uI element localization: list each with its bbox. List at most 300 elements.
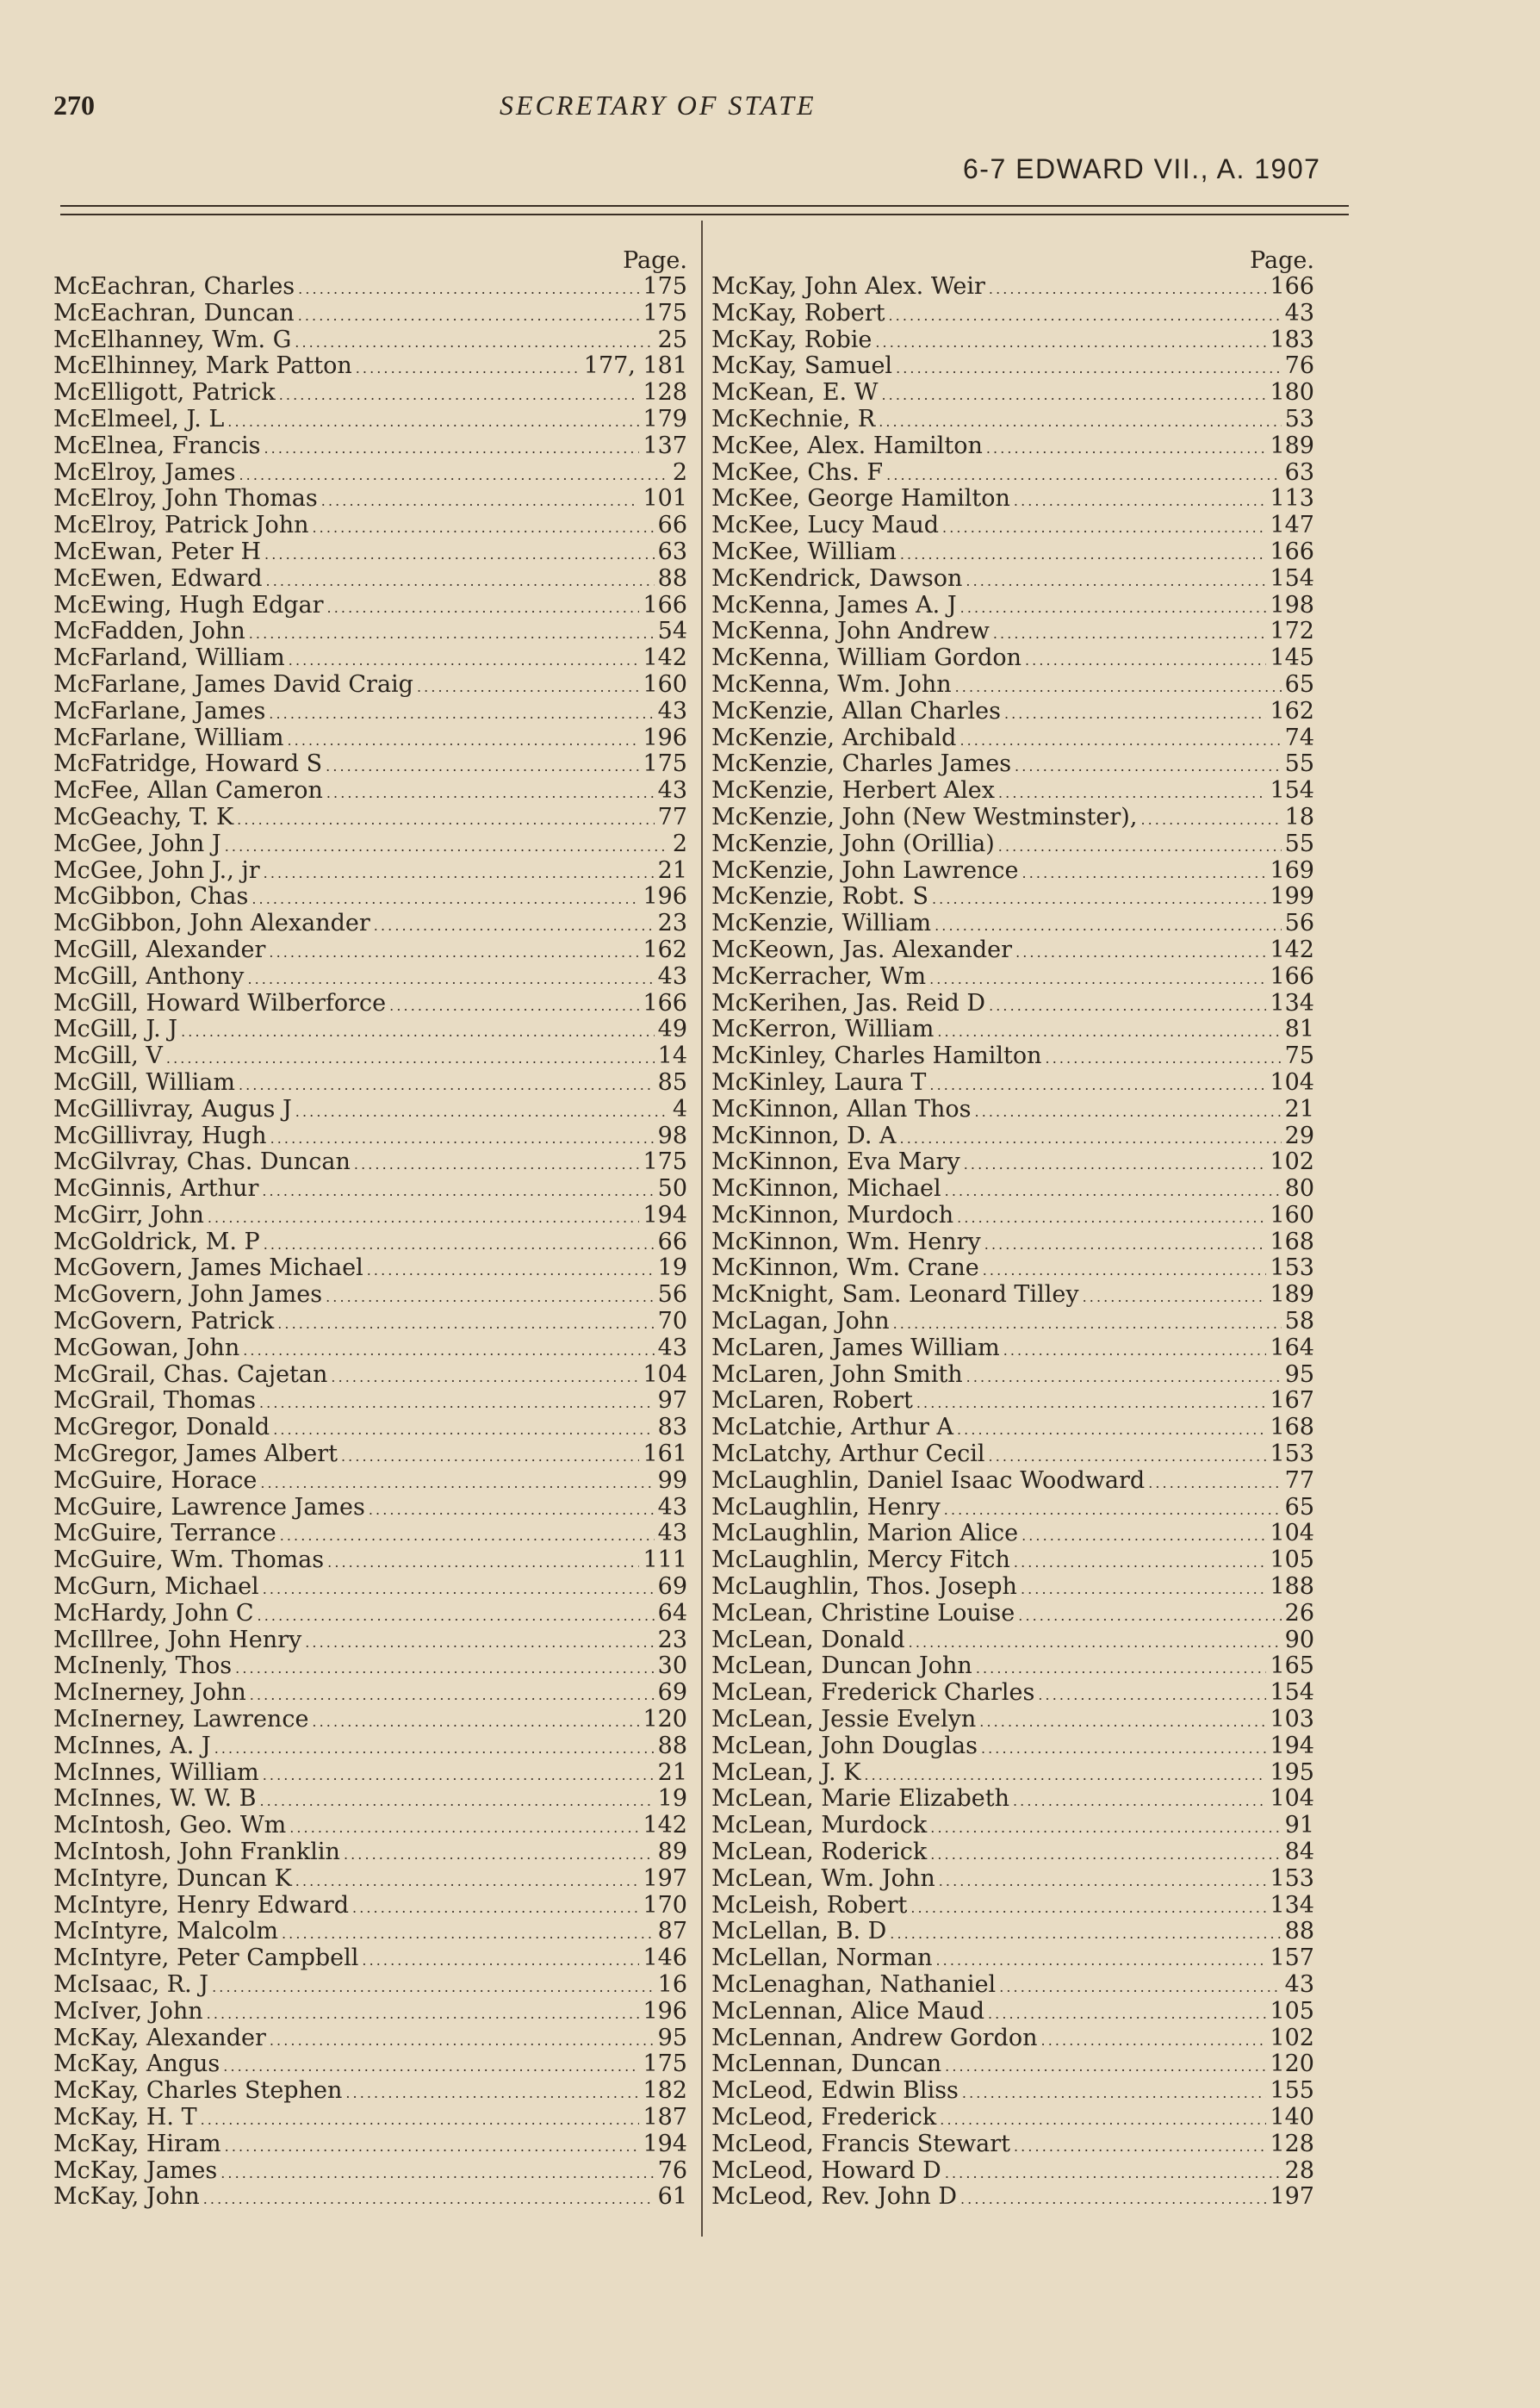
entry-page: 65: [1284, 1493, 1314, 1521]
leader-dots: [354, 1149, 640, 1179]
index-entry: [53, 1468, 687, 1495]
leader-dots: [269, 699, 654, 728]
entry-name: McGregor, Donald: [53, 1414, 270, 1441]
index-entry: [711, 1945, 1314, 1972]
entry-name: McGilvray, Chas. Duncan: [53, 1148, 351, 1176]
entry-page: 166: [643, 591, 687, 619]
leader-dots: [945, 1176, 1282, 1205]
entry-name: McLennan, Duncan: [711, 2050, 942, 2078]
entry-page: 30: [657, 1652, 687, 1680]
index-entry: [711, 301, 1314, 327]
leader-dots: [886, 460, 1282, 489]
entry-name: McLaughlin, Daniel Isaac Woodward: [711, 1466, 1146, 1494]
leader-dots: [1148, 1468, 1281, 1497]
entry-page: 104: [643, 1360, 687, 1388]
entry-name: McInnes, William: [53, 1758, 259, 1786]
entry-name: McHardy, John C: [53, 1599, 254, 1627]
index-entry: [711, 353, 1314, 380]
entry-name: McElroy, Patrick John: [53, 512, 309, 539]
leader-dots: [270, 1123, 655, 1153]
index-entry: [53, 1601, 687, 1627]
index-entry: [711, 1601, 1314, 1627]
index-entry: [711, 274, 1314, 301]
entry-name: McElroy, John Thomas: [53, 485, 318, 513]
entry-page: 154: [1270, 564, 1314, 592]
index-entry: [711, 593, 1314, 619]
entry-page: 177, 181: [583, 352, 687, 380]
entry-name: McLaren, Robert: [711, 1387, 913, 1415]
index-entry: [711, 1653, 1314, 1680]
index-entry: [53, 1839, 687, 1866]
entry-name: McKenzie, William: [711, 910, 932, 937]
leader-dots: [225, 2131, 640, 2161]
entry-name: McInnes, A. J: [53, 1732, 211, 1759]
entry-name: McElhinney, Mark Patton: [53, 352, 352, 380]
entry-name: McFarlane, James: [53, 697, 266, 725]
leader-dots: [266, 566, 655, 595]
entry-name: McKnight, Sam. Leonard Tilley: [711, 1281, 1079, 1309]
leader-dots: [270, 2025, 655, 2055]
leader-dots: [312, 513, 654, 542]
index-entry: [53, 1547, 687, 1574]
leader-dots: [875, 327, 1266, 357]
index-entry: [711, 1043, 1314, 1070]
entry-name: McKee, Alex. Hamilton: [711, 432, 983, 459]
index-entry: [711, 1972, 1314, 1999]
entry-page: 58: [1284, 1308, 1314, 1335]
entry-name: McLaughlin, Mercy Fitch: [711, 1546, 1010, 1574]
index-entry: [711, 1521, 1314, 1547]
entry-page: 153: [1270, 1440, 1314, 1468]
leader-dots: [1021, 1574, 1267, 1603]
index-entry: [53, 1760, 687, 1787]
index-entry: [711, 751, 1314, 778]
index-entry: [711, 1070, 1314, 1097]
entry-page: 74: [1284, 724, 1314, 751]
leader-dots: [250, 1680, 655, 1709]
index-entry: [53, 1495, 687, 1521]
entry-name: McGoldrick, M. P: [53, 1228, 260, 1255]
leader-dots: [1014, 486, 1267, 515]
index-entry: [53, 1786, 687, 1813]
index-entry: [711, 805, 1314, 831]
leader-dots: [910, 1893, 1266, 1922]
leader-dots: [287, 725, 639, 755]
entry-page: 183: [1270, 326, 1314, 353]
leader-dots: [321, 486, 640, 515]
left-column: [53, 248, 687, 2211]
entry-name: McKenzie, Archibald: [711, 724, 957, 751]
leader-dots: [989, 1441, 1267, 1471]
leader-dots: [352, 1893, 639, 1922]
leader-dots: [1014, 1547, 1267, 1577]
entry-name: McGowan, John: [53, 1334, 240, 1361]
entry-name: McKay, Robert: [711, 299, 885, 327]
entry-name: McKay, Samuel: [711, 352, 893, 380]
entry-name: McIntyre, Peter Campbell: [53, 1944, 359, 1972]
leader-dots: [312, 1707, 639, 1736]
entry-name: McGibbon, John Alexander: [53, 910, 370, 937]
entry-page: 43: [657, 777, 687, 805]
entry-name: McElmeel, J. L: [53, 405, 225, 432]
index-entry: [711, 699, 1314, 725]
leader-dots: [264, 433, 639, 463]
index-entry: [711, 1627, 1314, 1654]
left-page-header: Page.: [623, 247, 687, 274]
leader-dots: [277, 1309, 654, 1338]
index-entry: [53, 566, 687, 593]
entry-page: 145: [1270, 644, 1314, 672]
entry-name: McLeod, Frederick: [711, 2103, 937, 2131]
entry-page: 166: [1270, 273, 1314, 300]
leader-dots: [214, 1733, 655, 1763]
leader-dots: [983, 1255, 1267, 1285]
entry-name: McLeod, Francis Stewart: [711, 2130, 1010, 2157]
entry-name: McLeod, Rev. John D: [711, 2183, 957, 2211]
leader-dots: [930, 1839, 1281, 1869]
entry-name: McKinnon, Michael: [711, 1175, 941, 1203]
entry-name: McLaren, James William: [711, 1334, 1000, 1361]
index-entry: [711, 2131, 1314, 2158]
entry-page: 77: [1284, 1466, 1314, 1494]
entry-page: 25: [657, 326, 687, 353]
index-entry: [53, 327, 687, 354]
entry-page: 95: [657, 2024, 687, 2051]
leader-dots: [298, 274, 639, 303]
leader-dots: [960, 2184, 1266, 2213]
entry-page: 128: [643, 379, 687, 407]
entry-page: 161: [643, 1440, 687, 1468]
index-entry: [53, 1866, 687, 1893]
index-entry: [53, 831, 687, 858]
leader-dots: [243, 1335, 654, 1365]
entry-page: 18: [1284, 803, 1314, 831]
entry-page: 19: [657, 1785, 687, 1813]
entry-name: McInenly, Thos: [53, 1652, 233, 1680]
entry-name: McGirr, John: [53, 1201, 204, 1229]
entry-page: 95: [1284, 1360, 1314, 1388]
entry-name: McGuire, Lawrence James: [53, 1493, 365, 1521]
entry-name: McElroy, James: [53, 458, 236, 486]
entry-page: 104: [1270, 1520, 1314, 1547]
entry-page: 102: [1270, 1148, 1314, 1176]
leader-dots: [239, 1070, 655, 1099]
leader-dots: [1083, 1282, 1267, 1311]
entry-page: 83: [657, 1414, 687, 1441]
entry-name: McEwen, Edward: [53, 564, 263, 592]
leader-dots: [369, 1495, 655, 1524]
leader-dots: [935, 911, 1282, 940]
entry-page: 146: [643, 1944, 687, 1972]
entry-name: McKinnon, D. A: [711, 1122, 897, 1149]
index-entry: [53, 751, 687, 778]
leader-dots: [1013, 1786, 1266, 1815]
entry-name: McGill, V: [53, 1042, 163, 1070]
entry-name: McGee, John J., jr: [53, 856, 260, 884]
entry-page: 21: [1284, 1095, 1314, 1123]
index-entry: [711, 619, 1314, 645]
entry-name: McFadden, John: [53, 618, 245, 645]
index-entry: [53, 539, 687, 566]
index-entry: [711, 1468, 1314, 1495]
index-entry: [711, 566, 1314, 593]
entry-name: McLean, Duncan John: [711, 1652, 972, 1680]
entry-page: 69: [657, 1679, 687, 1707]
entry-name: McKinley, Laura T: [711, 1068, 927, 1096]
index-entry: [53, 2184, 687, 2211]
leader-dots: [1021, 1521, 1266, 1550]
entry-page: 49: [657, 1016, 687, 1043]
index-entry: [711, 1760, 1314, 1787]
leader-dots: [1041, 2025, 1267, 2055]
leader-dots: [930, 1813, 1281, 1842]
entry-page: 65: [1284, 670, 1314, 698]
leader-dots: [1004, 699, 1267, 728]
entry-name: McFarlane, James David Craig: [53, 670, 413, 698]
leader-dots: [1015, 751, 1282, 781]
entry-page: 19: [657, 1254, 687, 1282]
entry-page: 81: [1284, 1016, 1314, 1043]
leader-dots: [900, 1123, 1282, 1153]
index-entry: [711, 433, 1314, 460]
entry-name: McGuire, Horace: [53, 1466, 258, 1494]
entry-page: 98: [657, 1122, 687, 1149]
entry-page: 180: [1270, 379, 1314, 407]
index-entry: [711, 1839, 1314, 1866]
entry-page: 128: [1270, 2130, 1314, 2157]
entry-page: 23: [657, 1626, 687, 1653]
index-entry: [711, 1149, 1314, 1176]
leader-dots: [227, 407, 639, 436]
leader-dots: [957, 1415, 1266, 1444]
leader-dots: [239, 460, 668, 489]
entry-name: McGrail, Chas. Cajetan: [53, 1360, 328, 1388]
leader-dots: [273, 1415, 654, 1444]
entry-page: 182: [643, 2077, 687, 2105]
leader-dots: [305, 1627, 654, 1657]
index-entry: [53, 1415, 687, 1441]
entry-page: 69: [657, 1573, 687, 1601]
index-entry: [53, 1733, 687, 1760]
entry-page: 170: [643, 1891, 687, 1919]
entry-page: 169: [1270, 856, 1314, 884]
leader-dots: [975, 1097, 1282, 1126]
entry-name: McKay, John: [53, 2183, 200, 2211]
leader-dots: [289, 645, 640, 675]
entry-page: 162: [643, 936, 687, 963]
leader-dots: [893, 1309, 1282, 1338]
entry-name: McGill, Alexander: [53, 936, 266, 963]
entry-page: 134: [1270, 989, 1314, 1017]
entry-page: 66: [657, 512, 687, 539]
entry-page: 166: [1270, 538, 1314, 565]
index-entry: [53, 858, 687, 885]
leader-dots: [389, 991, 639, 1020]
header-rule-bottom: [60, 214, 1349, 215]
index-entry: [53, 1017, 687, 1043]
entry-name: McLean, Roderick: [711, 1839, 928, 1866]
entry-page: 147: [1270, 512, 1314, 539]
entry-name: McLatchy, Arthur Cecil: [711, 1440, 985, 1468]
entry-name: McKay, Hiram: [53, 2130, 221, 2157]
entry-name: McLeish, Robert: [711, 1891, 908, 1919]
index-entry: [711, 1176, 1314, 1203]
index-entry: [53, 1919, 687, 1945]
entry-page: 162: [1270, 697, 1314, 725]
entry-page: 14: [657, 1042, 687, 1070]
leader-dots: [957, 1203, 1266, 1232]
leader-dots: [1046, 1043, 1282, 1073]
entry-page: 103: [1270, 1706, 1314, 1733]
leader-dots: [264, 858, 655, 887]
entry-page: 175: [643, 2050, 687, 2078]
leader-dots: [890, 1919, 1281, 1948]
index-entry: [53, 513, 687, 539]
entry-page: 188: [1270, 1573, 1314, 1601]
entry-page: 87: [657, 1918, 687, 1945]
entry-name: McLean, Donald: [711, 1626, 905, 1653]
leader-dots: [993, 619, 1267, 648]
index-entry: [53, 1335, 687, 1362]
leader-dots: [998, 831, 1282, 861]
entry-page: 175: [643, 1148, 687, 1176]
leader-dots: [327, 593, 640, 622]
index-entry: [711, 858, 1314, 885]
leader-dots: [362, 1945, 639, 1975]
entry-name: McFarland, William: [53, 644, 285, 672]
entry-page: 99: [657, 1466, 687, 1494]
index-entry: [711, 1441, 1314, 1468]
entry-name: McFee, Allan Cameron: [53, 777, 323, 805]
index-entry: [53, 407, 687, 433]
entry-name: McIntosh, John Franklin: [53, 1839, 340, 1866]
entry-page: 61: [657, 2183, 687, 2211]
leader-dots: [263, 1574, 655, 1603]
entry-page: 195: [1270, 1758, 1314, 1786]
entry-name: McKenzie, John (New Westminster),: [711, 803, 1138, 831]
index-entry: [53, 1653, 687, 1680]
index-entry: [53, 433, 687, 460]
entry-name: McKean, E. W: [711, 379, 879, 407]
entry-page: 142: [643, 1812, 687, 1839]
index-entry: [711, 486, 1314, 513]
entry-page: 2: [672, 830, 687, 857]
leader-dots: [344, 1839, 655, 1869]
index-entry: [711, 645, 1314, 672]
index-entry: [711, 2051, 1314, 2078]
leader-dots: [960, 593, 1267, 622]
leader-dots: [417, 672, 639, 701]
right-page-header: Page.: [1250, 247, 1314, 274]
entry-name: McGrail, Thomas: [53, 1387, 256, 1415]
index-entry: [711, 1574, 1314, 1601]
leader-dots: [295, 1866, 640, 1895]
index-entry: [53, 1255, 687, 1282]
entry-page: 63: [657, 538, 687, 565]
entry-page: 101: [643, 485, 687, 513]
entry-name: McGill, Anthony: [53, 962, 245, 990]
entry-name: McLeod, Howard D: [711, 2156, 941, 2184]
leader-dots: [932, 884, 1266, 913]
leader-dots: [955, 672, 1282, 701]
index-entry: [711, 1919, 1314, 1945]
leader-dots: [263, 1760, 655, 1789]
index-entry: [53, 2158, 687, 2185]
entry-name: McIntyre, Henry Edward: [53, 1891, 350, 1919]
index-entry: [711, 884, 1314, 911]
entry-page: 196: [643, 883, 687, 911]
entry-name: McLagan, John: [711, 1308, 890, 1335]
entry-name: McLaughlin, Henry: [711, 1493, 941, 1521]
entry-page: 154: [1270, 1679, 1314, 1707]
index-entry: [53, 1893, 687, 1920]
leader-dots: [940, 2105, 1266, 2134]
entry-page: 134: [1270, 1891, 1314, 1919]
entry-page: 55: [1284, 750, 1314, 778]
entry-page: 53: [1284, 405, 1314, 432]
entry-name: McLatchie, Arthur A: [711, 1414, 953, 1441]
leader-dots: [999, 1972, 1281, 2001]
right-column: [711, 248, 1314, 2211]
leader-dots: [1018, 1601, 1281, 1630]
index-entry: [711, 778, 1314, 805]
leader-dots: [939, 1866, 1267, 1895]
entry-name: McIsaac, R. J: [53, 1971, 209, 1998]
leader-dots: [984, 1229, 1267, 1259]
right-entry-list: [711, 274, 1314, 2211]
index-entry: [53, 1521, 687, 1547]
entry-page: 154: [1270, 777, 1314, 805]
leader-dots: [331, 1362, 639, 1391]
entry-name: McKay, Charles Stephen: [53, 2077, 343, 2105]
entry-name: McEachran, Charles: [53, 273, 295, 300]
entry-page: 142: [1270, 936, 1314, 963]
left-entry-list: [53, 274, 687, 2211]
leader-dots: [259, 1388, 655, 1417]
index-entry: [711, 1999, 1314, 2025]
entry-page: 85: [657, 1068, 687, 1096]
entry-name: McGee, John J: [53, 830, 221, 857]
entry-name: McEachran, Duncan: [53, 299, 295, 327]
leader-dots: [367, 1255, 655, 1285]
entry-name: McGovern, Patrick: [53, 1308, 275, 1335]
entry-page: 155: [1270, 2077, 1314, 2105]
leader-dots: [1140, 805, 1281, 834]
leader-dots: [247, 964, 654, 993]
index-entry: [53, 1441, 687, 1468]
entry-name: McKay, Alexander: [53, 2024, 266, 2051]
leader-dots: [1022, 858, 1267, 887]
entry-page: 168: [1270, 1228, 1314, 1255]
entry-name: McLaughlin, Marion Alice: [711, 1520, 1019, 1547]
entry-page: 160: [643, 670, 687, 698]
entry-name: McLean, Wm. John: [711, 1864, 935, 1892]
leader-dots: [260, 1468, 654, 1497]
entry-name: McKechnie, R: [711, 405, 876, 432]
entry-name: McKenna, William Gordon: [711, 644, 1021, 672]
index-entry: [53, 274, 687, 301]
entry-page: 175: [643, 299, 687, 327]
leader-dots: [262, 1176, 654, 1205]
leader-dots: [235, 1653, 654, 1683]
entry-name: McKenna, James A. J: [711, 591, 957, 619]
leader-dots: [988, 1999, 1266, 2028]
entry-name: McGinnis, Arthur: [53, 1175, 259, 1203]
index-entry: [711, 911, 1314, 937]
index-entry: [711, 1893, 1314, 1920]
leader-dots: [929, 1070, 1266, 1099]
entry-page: 104: [1270, 1785, 1314, 1813]
